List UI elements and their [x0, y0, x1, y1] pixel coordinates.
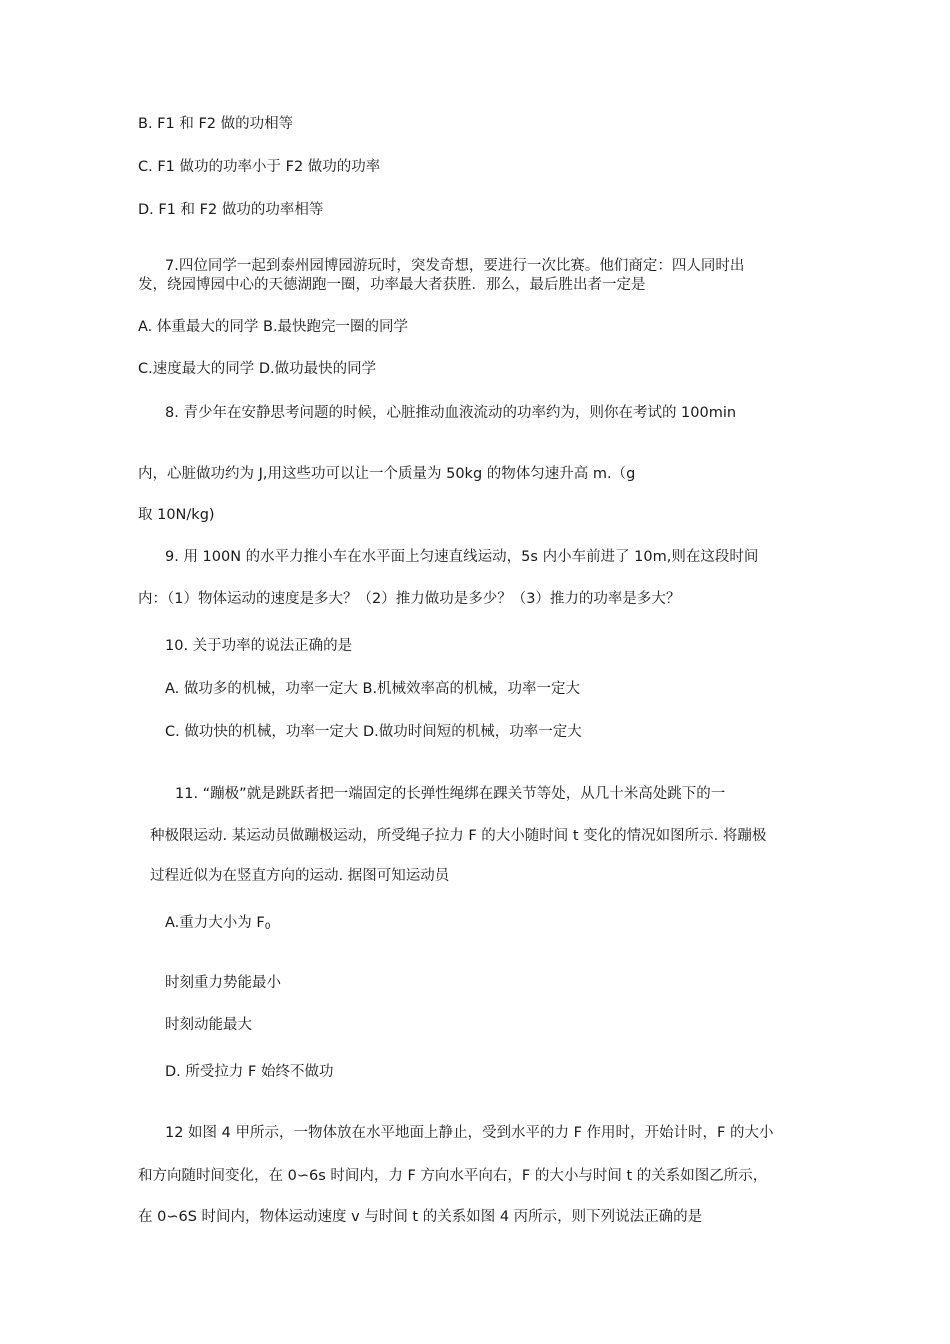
- question-10-options-cd: C. 做功快的机械，功率一定大 D.做功时间短的机械，功率一定大: [165, 724, 582, 740]
- option-b-text: B. F1 和 F2 做的功相等: [138, 116, 294, 132]
- question-11-option-b: 时刻重力势能最小: [165, 975, 281, 991]
- question-9-line-2: 内：（1）物体运动的速度是多大？（2）推力做功是多少？（3）推力的功率是多大？: [138, 591, 681, 607]
- question-7-line-2: 发，绕园博园中心的天德湖跑一圈，功率最大者获胜．那么，最后胜出者一定是: [138, 277, 646, 293]
- question-11-line-1: 11. “蹦极”就是跳跃者把一端固定的长弹性绳绑在踝关节等处，从几十米高处跳下的一: [175, 786, 726, 802]
- question-11-option-a: [165, 913, 270, 937]
- option-c-text: C. F1 做功的功率小于 F2 做功的功率: [138, 159, 381, 175]
- question-11-line-2: 种极限运动. 某运动员做蹦极运动，所受绳子拉力 F 的大小随时间 t 变化的情况如图所示. 将蹦极: [150, 828, 767, 844]
- question-11-option-c: 时刻动能最大: [165, 1017, 252, 1033]
- question-11-option-d: D. 所受拉力 F 始终不做功: [165, 1064, 334, 1080]
- option-d-text: D. F1 和 F2 做功的功率相等: [138, 202, 324, 218]
- question-9-line-1: 9. 用 100N 的水平力推小车在水平面上匀速直线运动，5s 内小车前进了 10m,则在这段时间: [165, 549, 759, 565]
- question-7-line-1: 7.四位同学一起到泰州园博园游玩时，突发奇想，要进行一次比赛。他们商定：四人同时出: [165, 258, 745, 274]
- question-8-line-1: 8. 青少年在安静思考问题的时候，心脏推动血液流动的功率约为，则你在考试的 100min: [165, 405, 737, 421]
- question-8-line-2: 内，心脏做功约为 J,用这些功可以让一个质量为 50kg 的物体匀速升高 m.（g: [138, 466, 636, 482]
- question-12-line-3: 在 0∽6S 时间内，物体运动速度 v 与时间 t 的关系如图 4 丙所示，则下列说法正确的是: [138, 1209, 703, 1225]
- question-8-line-3: 取 10N/kg): [138, 507, 215, 523]
- question-10-options-ab: A. 做功多的机械，功率一定大 B.机械效率高的机械，功率一定大: [165, 681, 581, 697]
- question-12-line-2: 和方向随时间变化，在 0∽6s 时间内，力 F 方向水平向右，F 的大小与时间 t 的关系如图乙所示，: [138, 1168, 768, 1184]
- question-11-line-3: 过程近似为在竖直方向的运动. 据图可知运动员: [150, 868, 450, 884]
- question-12-line-1: 12 如图 4 甲所示，一物体放在水平地面上静止，受到水平的力 F 作用时，开始计时，F 的大小: [165, 1125, 774, 1141]
- question-7-options-ab: A. 体重最大的同学 B.最快跑完一圈的同学: [138, 319, 409, 335]
- question-10-stem: 10. 关于功率的说法正确的是: [165, 638, 353, 654]
- option-a-label: A.重力大小为 F: [165, 915, 265, 931]
- subscript-zero: 0: [264, 922, 271, 932]
- question-7-options-cd: C.速度最大的同学 D.做功最快的同学: [138, 361, 377, 377]
